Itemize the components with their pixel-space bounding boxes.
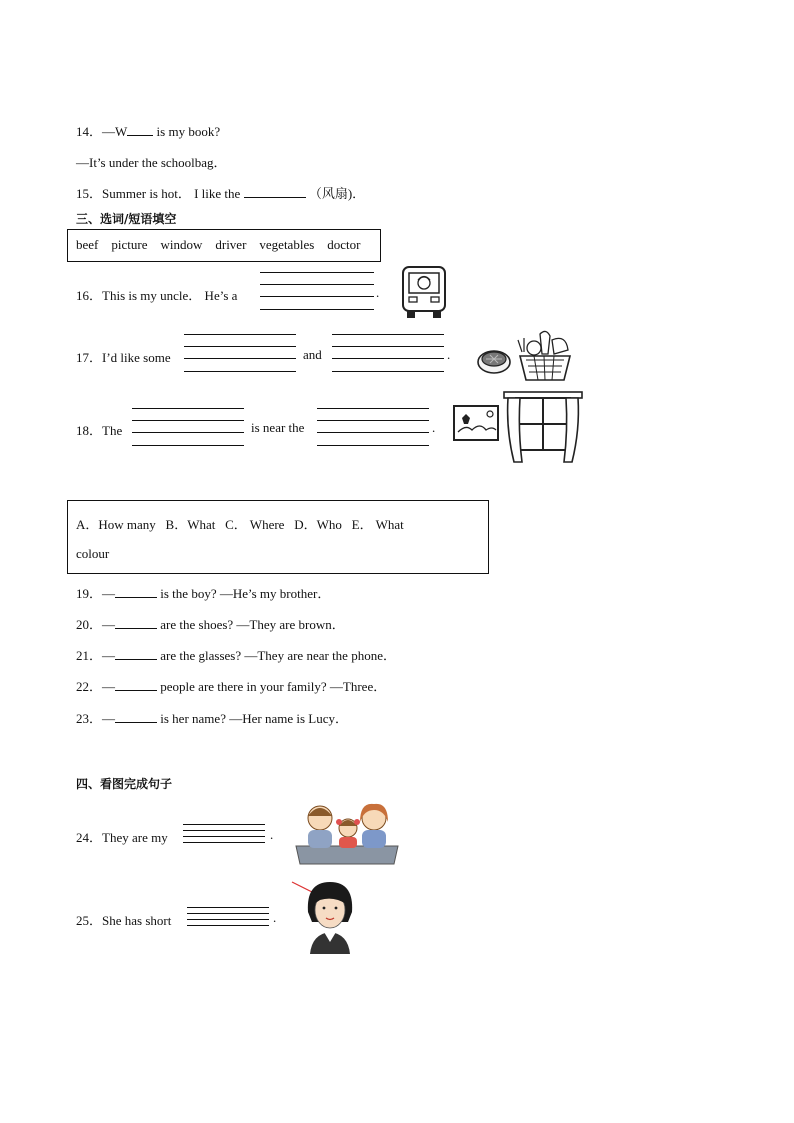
answer-blank[interactable]: [115, 648, 157, 660]
question-14: 14．—W is my book?: [76, 124, 221, 139]
writing-lines[interactable]: [132, 408, 244, 448]
bus-driver-icon: [400, 264, 448, 324]
question-22: 22．— people are there in your family? —Three．: [76, 679, 387, 694]
question-20: 20．— are the shoes? —They are brown．: [76, 617, 345, 632]
family-icon: [294, 800, 400, 870]
writing-lines[interactable]: [260, 272, 374, 312]
word-bank-box: [67, 229, 381, 262]
section-3-title: 三、选词/短语填空: [76, 212, 177, 226]
question-16: 16．This is my uncle． He’s a: [76, 288, 238, 303]
writing-lines[interactable]: [317, 408, 429, 448]
window-icon: [502, 390, 584, 468]
answer-blank[interactable]: [244, 186, 306, 198]
question-18: 18．The: [76, 423, 123, 438]
writing-lines[interactable]: [184, 334, 296, 374]
question-19: 19．— is the boy? —He’s my brother．: [76, 586, 331, 601]
short-hair-woman-icon: [290, 878, 360, 958]
question-17: 17．I’d like some: [76, 350, 171, 365]
question-23: 23．— is her name? —Her name is Lucy．: [76, 711, 348, 726]
writing-lines[interactable]: [183, 824, 265, 844]
answer-blank[interactable]: [115, 617, 157, 629]
vegetable-basket-icon: [514, 326, 576, 386]
answer-blank[interactable]: [115, 679, 157, 691]
picture-frame-icon: [452, 404, 500, 446]
answer-blank[interactable]: [115, 711, 157, 723]
question-25: 25．She has short: [76, 913, 172, 928]
answer-blank[interactable]: [127, 124, 153, 136]
word-bank: beef picture window driver vegetables doctor: [76, 237, 361, 252]
question-15: 15．Summer is hot． I like the （风扇)．: [76, 186, 366, 201]
question-14-answer: —It’s under the schoolbag．: [76, 155, 227, 170]
writing-lines[interactable]: [332, 334, 444, 374]
writing-lines[interactable]: [187, 907, 269, 927]
answer-blank[interactable]: [115, 586, 157, 598]
question-21: 21．— are the glasses? —They are near the phone．: [76, 648, 396, 663]
beef-icon: [476, 346, 512, 380]
section-4-title: 四、看图完成句子: [76, 777, 173, 791]
question-24: 24．They are my: [76, 830, 168, 845]
options-box: A．How many B．What C． Where D．Who E． What colour: [67, 500, 489, 574]
